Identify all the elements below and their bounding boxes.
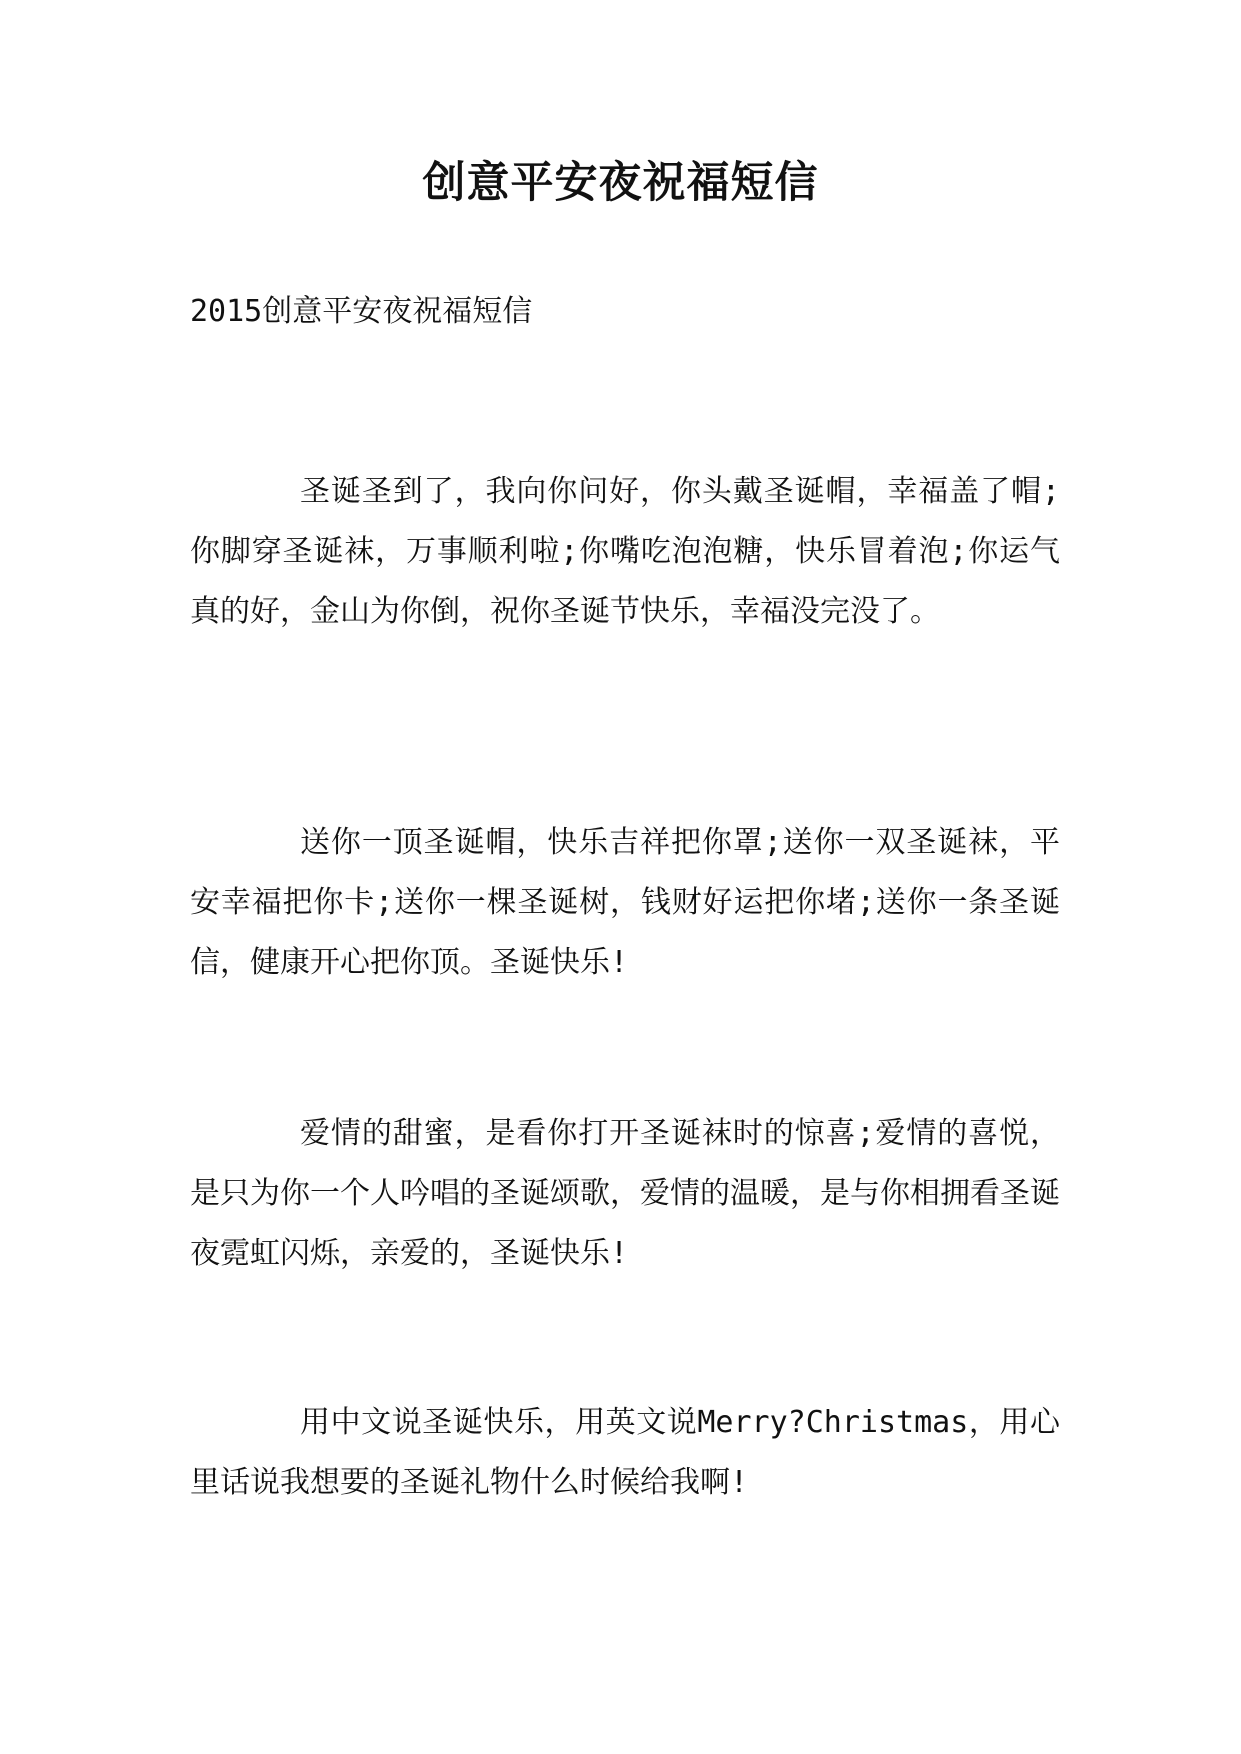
paragraph-4: 用中文说圣诞快乐，用英文说Merry?Christmas，用心里话说我想要的圣诞礼物什么时候给我啊! <box>190 1405 1060 1500</box>
paragraph-1: 圣诞圣到了，我向你问好，你头戴圣诞帽，幸福盖了帽;你脚穿圣诞袜，万事顺利啦;你嘴吃泡泡糖，快乐冒着泡;你运气真的好，金山为你倒，祝你圣诞节快乐，幸福没完没了。 <box>190 474 1060 629</box>
document-subtitle: 2015创意平安夜祝福短信 <box>190 294 533 329</box>
document-title: 创意平安夜祝福短信 <box>422 158 819 208</box>
paragraph-3: 爱情的甜蜜，是看你打开圣诞袜时的惊喜;爱情的喜悦，是只为你一个人吟唱的圣诞颂歌，爱情的温暖，是与你相拥看圣诞夜霓虹闪烁，亲爱的，圣诞快乐! <box>190 1116 1060 1271</box>
paragraph-2: 送你一顶圣诞帽，快乐吉祥把你罩;送你一双圣诞袜，平安幸福把你卡;送你一棵圣诞树，钱财好运把你堵;送你一条圣诞信，健康开心把你顶。圣诞快乐! <box>190 825 1060 980</box>
